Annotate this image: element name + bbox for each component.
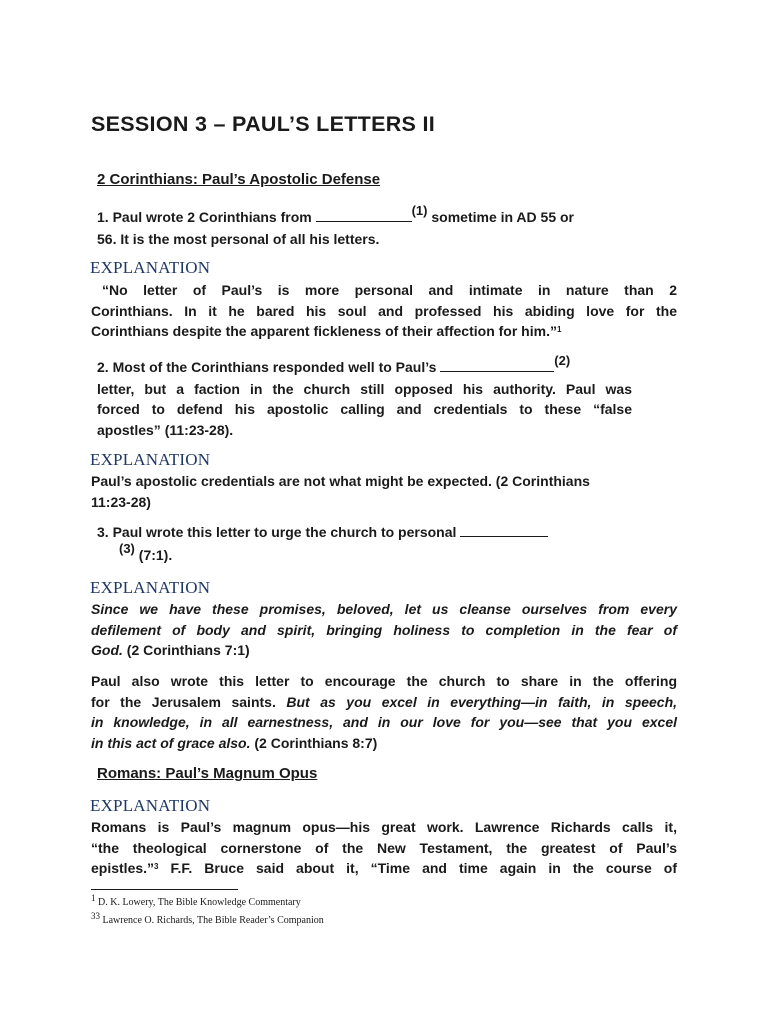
question-1-line-1: 1. Paul wrote 2 Corinthians from (1) sometime in AD 55 or — [97, 203, 575, 225]
footnote-marker: 33 — [91, 911, 100, 921]
answer-blank-3[interactable] — [460, 523, 548, 537]
answer-blank-2[interactable] — [440, 358, 554, 372]
explanation-3-offering: Paul also wrote this letter to encourage the church to share in the offering for the Jerusalem saints. But as you excel in everything—in faith, in speech, in knowledge, in all earnestness, and in our love for you—see that you excel in this act of grace also. (2 Corinthians 8:7) — [91, 673, 678, 751]
explanation-label-2: EXPLANATION — [90, 450, 211, 469]
footnote-text: Lawrence O. Richards, The Bible Reader’s Companion — [102, 915, 324, 926]
blank-ref-2: (2) — [554, 353, 571, 368]
section-heading-2-corinthians: 2 Corinthians: Paul’s Apostolic Defense — [97, 171, 381, 188]
blank-ref-1: (1) — [411, 203, 428, 218]
footnote-marker: 1 — [91, 893, 96, 903]
question-3: 3. Paul wrote this letter to urge the church to personal (3) (7:1). — [97, 522, 637, 566]
blank-ref-3: (3) — [119, 540, 135, 556]
romans-explanation-text: Romans is Paul’s magnum opus—his great work. Lawrence Richards calls it, “the theological cornerstone of the New Testament, the greatest of Paul’s epistles.”$^3$ F.F. Bruce said about it, “Time and time again in the course of — [91, 819, 677, 876]
footnote-divider — [91, 889, 238, 890]
answer-blank-1[interactable] — [316, 208, 412, 222]
question-2: 2. Most of the Corinthians responded well to Paul’s (2) letter, but a faction in the church still opposed his authority. Paul was forced to defend his apostolic calling and credentials to these “false apostles” (11:23-28). — [97, 353, 632, 438]
footnote-text: D. K. Lowery, The Bible Knowledge Commentary — [98, 897, 301, 908]
section-heading-romans: Romans: Paul’s Magnum Opus — [97, 765, 318, 782]
footnote-1 — [91, 893, 301, 908]
question-1-line-2: 56. It is the most personal of all his letters. — [97, 230, 380, 247]
explanation-label-3: EXPLANATION — [90, 578, 211, 597]
explanation-2-text: Paul’s apostolic credentials are not what might be expected. (2 Corinthians 11:23-28) — [91, 473, 590, 510]
footnote-2 — [91, 911, 324, 926]
explanation-1-quote: “No letter of Paul’s is more personal and intimate in nature than 2 Corinthians. In it he bared his soul and professed his abiding love for the Corinthians despite the apparent fickleness of their affection for him.”$^1$ — [91, 282, 677, 339]
footnote-ref-3[interactable]: 3 — [154, 862, 159, 871]
page-title: SESSION 3 – PAUL’S LETTERS II — [91, 112, 436, 136]
footnote-ref-1[interactable]: 1 — [556, 325, 562, 334]
question-1 — [97, 203, 637, 249]
explanation-label-1: EXPLANATION — [90, 258, 211, 277]
explanation-3-quote: Since we have these promises, beloved, let us cleanse ourselves from every defilement of body and spirit, bringing holiness to completion in the fear of God. (2 Corinthians 7:1) — [91, 601, 677, 658]
explanation-label-4: EXPLANATION — [90, 796, 211, 815]
